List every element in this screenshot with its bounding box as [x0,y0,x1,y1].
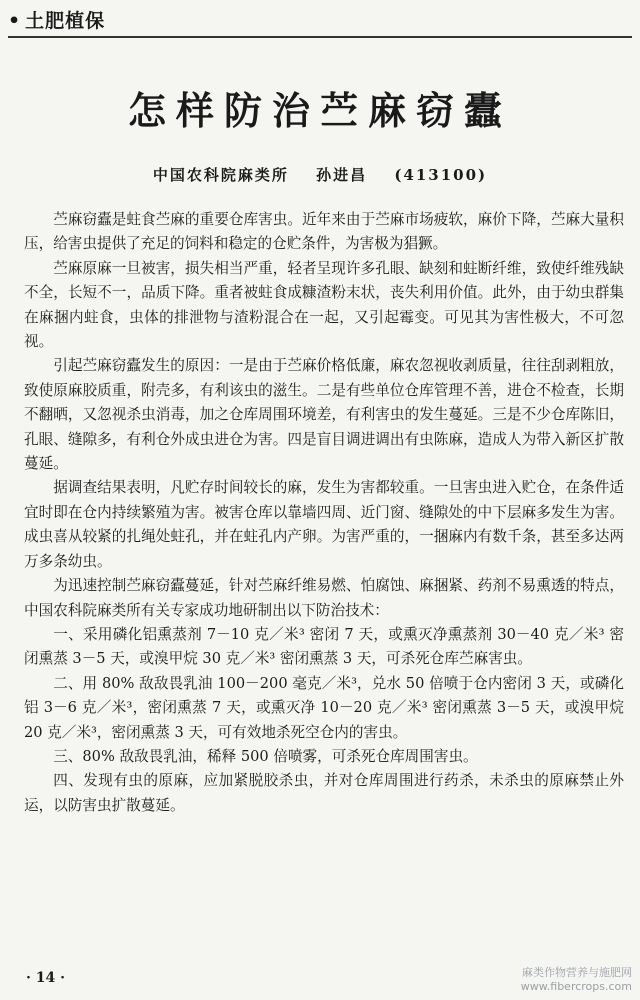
article-title: 怎样防治苎麻窃蠹 [127,88,512,133]
paragraph: 苎麻原麻一旦被害，损失相当严重，轻者呈现许多孔眼、缺刻和蛀断纤维，致使纤维残缺不全，长短不一，品质下降。重者被蛀食成糠渣粉末状，丧失利用价值。此外，由于幼虫群集在麻捆内蛀食，虫体的排泄物与渣粉混合在一起，又引起霉变。可见其为害性极大，不可忽视。 [24,259,624,351]
paragraph: 二、用 80% 敌敌畏乳油 100－200 毫克／米³，兑水 50 倍喷于仓内密闭 3 天，或磷化铝 3－6 克／米³，密闭熏蒸 7 天，或熏灭净 10－20 克／米³ 密闭熏蒸 3－5 天，或溴甲烷 20 克／米³，密闭熏蒸 3 天，可有效地杀死空仓内的害虫。 [24,674,624,741]
article-body [24,208,624,818]
watermark-site-name: 麻类作物营养与施肥网 [522,966,632,979]
paragraph: 苎麻窃蠹是蛀食苎麻的重要仓库害虫。近年来由于苎麻市场疲软，麻价下降，苎麻大量积压，给害虫提供了充足的饲料和稳定的仓贮条件，为害极为猖獗。 [24,211,624,253]
paragraph: 三、80% 敌敌畏乳油，稀释 500 倍喷雾，可杀死仓库周围害虫。 [53,747,478,765]
paragraph: 为迅速控制苎麻窃蠹蔓延，针对苎麻纤维易燃、怕腐蚀、麻捆紧、药剂不易熏透的特点，中国农科院麻类所有关专家成功地研制出以下防治技术： [24,577,624,619]
paragraph: 据调查结果表明，凡贮存时间较长的麻，发生为害都较重。一旦害虫进入贮仓，在条件适宜时即在仓内持续繁殖为害。被害仓库以靠墙四周、近门窗、缝隙处的中下层麻多发生为害。成虫喜从较紧的扎绳处蛀孔，并在蛀孔内产卵。为害严重的，一捆麻内有数千条，甚至多达两万多条幼虫。 [24,479,624,570]
paragraph: 引起苎麻窃蠹发生的原因：一是由于苎麻价格低廉，麻农忽视收剥质量，往往刮剥粗放，致使原麻胶质重，附壳多，有利该虫的滋生。二是有些单位仓库管理不善，进仓不检查，长期不翻晒，又忽视杀虫消毒，加之仓库周围环境差，有利害虫的发生蔓延。三是不少仓库陈旧，孔眼、缝隙多，有利仓外成虫进仓为害。四是盲目调进调出有虫陈麻，造成人为带入新区扩散蔓延。 [24,357,624,473]
section-name: 土肥植保 [25,10,106,32]
paragraph: 一、采用磷化铝熏蒸剂 7－10 克／米³ 密闭 7 天，或熏灭净熏蒸剂 30－40 克／米³ 密闭熏蒸 3－5 天，或溴甲烷 30 克／米³ 密闭熏蒸 3 天，可杀死仓库苎麻害虫。 [24,625,624,668]
byline-affiliation: 中国农科院麻类所 [152,166,289,184]
byline [0,164,640,185]
watermark [521,966,632,994]
section-label [8,6,105,33]
watermark-url: www.fibercrops.com [520,980,632,993]
section-divider [8,36,632,38]
byline-postcode: (413100) [394,166,488,184]
page-number: · 14 · [26,970,65,986]
byline-author: 孙进昌 [316,166,368,184]
paragraph: 四、发现有虫的原麻，应加紧脱胶杀虫，并对仓库周围进行药杀，未杀虫的原麻禁止外运，以防害虫扩散蔓延。 [24,772,624,814]
section-bullet: • [8,10,22,32]
